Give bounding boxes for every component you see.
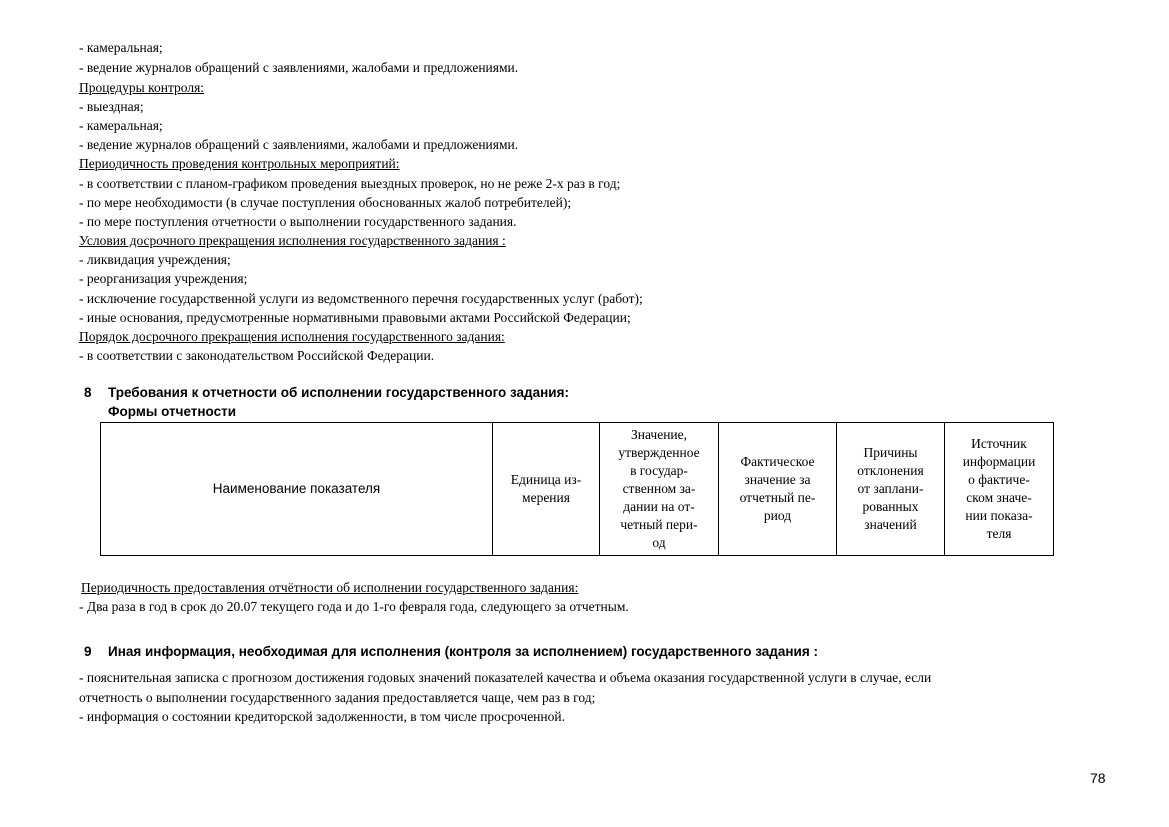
list-item: - пояснительная записка с прогнозом достижения годовых значений показателей качества и объема оказания государственной услуги в случае, если <box>79 670 932 685</box>
section-8-title: Требования к отчетности об исполнении государственного задания: <box>108 385 569 400</box>
page-number: 78 <box>1090 770 1106 786</box>
control-procedures-heading: Процедуры контроля: <box>79 80 205 95</box>
section-8-number: 8 <box>84 385 92 400</box>
list-item: - по мере необходимости (в случае поступления обоснованных жалоб потребителей); <box>79 195 572 210</box>
early-termination-conditions-heading: Условия досрочного прекращения исполнения государственного задания : <box>79 233 506 248</box>
list-item: - ведение журналов обращений с заявлениями, жалобами и предложениями. <box>79 137 519 152</box>
reporting-frequency-text: - Два раза в год в срок до 20.07 текущего года и до 1-го февраля года, следующего за отчетным. <box>79 599 629 614</box>
early-termination-order-heading: Порядок досрочного прекращения исполнения государственного задания: <box>79 329 505 344</box>
list-item: - иные основания, предусмотренные нормативными правовыми актами Российской Федерации; <box>79 310 631 325</box>
section-9-number: 9 <box>84 644 92 659</box>
header-actual-value: Фактическое значение за отчетный пе- риод <box>719 423 837 556</box>
table-header-row <box>101 423 1054 556</box>
header-deviation-reasons: Причины отклонения от заплани- рованных значений <box>837 423 945 556</box>
list-item: - в соответствии с законодательством Российской Федерации. <box>79 348 435 363</box>
list-item: - камеральная; <box>79 118 163 133</box>
list-item: - по мере поступления отчетности о выполнении государственного задания. <box>79 214 517 229</box>
list-item: - выездная; <box>79 99 144 114</box>
section-9-title: Иная информация, необходимая для исполнения (контроля за исполнением) государственного задания : <box>108 644 818 659</box>
list-item: - ликвидация учреждения; <box>79 252 231 267</box>
control-frequency-heading: Периодичность проведения контрольных мероприятий: <box>79 156 400 171</box>
header-info-source: Источник информации о фактиче- ском значе- нии показа- теля <box>945 423 1054 556</box>
header-indicator-name: Наименование показателя <box>101 423 493 556</box>
section-8-subtitle: Формы отчетности <box>108 404 237 419</box>
reporting-frequency-heading: Периодичность предоставления отчётности об исполнении государственного задания: <box>81 580 579 595</box>
reporting-forms-table <box>100 422 1054 556</box>
list-item: - ведение журналов обращений с заявлениями, жалобами и предложениями. <box>79 60 519 75</box>
list-item: - исключение государственной услуги из ведомственного перечня государственных услуг (работ); <box>79 291 643 306</box>
header-approved-value: Значение, утвержденное в государ- ственном за- дании на от- четный пери- од <box>600 423 719 556</box>
list-item: - камеральная; <box>79 40 163 55</box>
list-item: отчетность о выполнении государственного задания предоставляется чаще, чем раз в год; <box>79 690 596 705</box>
header-unit: Единица из- мерения <box>493 423 600 556</box>
list-item: - информация о состоянии кредиторской задолженности, в том числе просроченной. <box>79 709 565 724</box>
list-item: - в соответствии с планом-графиком проведения выездных проверок, но не реже 2-х раз в год; <box>79 176 621 191</box>
list-item: - реорганизация учреждения; <box>79 271 248 286</box>
